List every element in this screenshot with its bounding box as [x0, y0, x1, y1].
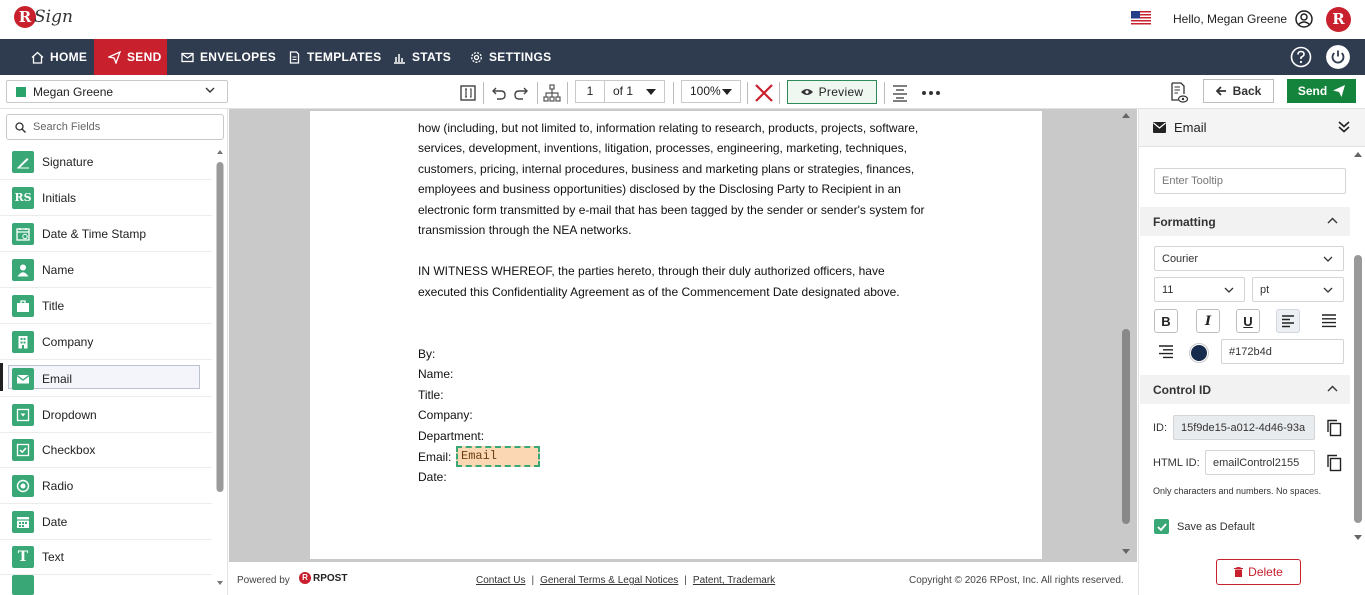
html-id-value: emailControl2155: [1213, 456, 1300, 469]
paper-plane-icon: [1333, 85, 1345, 97]
patent-link[interactable]: Patent, Trademark: [692, 575, 776, 586]
toolbar-divider: [673, 82, 674, 104]
italic-button[interactable]: [1196, 309, 1220, 333]
document-scrollbar[interactable]: [1118, 109, 1134, 559]
properties-header: [1139, 109, 1365, 147]
align-right-icon: [1158, 345, 1174, 359]
label-icon: [12, 575, 34, 595]
doc-line: Email:: [418, 450, 452, 464]
nav-send-label: SEND: [127, 50, 162, 64]
field-label: Email: [42, 371, 73, 386]
nav-envelopes[interactable]: [181, 39, 276, 75]
font-value: Courier: [1162, 252, 1199, 265]
back-label: Back: [1232, 84, 1262, 98]
user-greeting: Hello, Megan Greene: [1173, 12, 1288, 26]
field-initials[interactable]: [0, 180, 212, 216]
brand-avatar[interactable]: R: [1326, 7, 1351, 32]
control-id-section-header[interactable]: [1140, 375, 1350, 404]
doc-line: By:: [418, 347, 436, 361]
doc-line: employees and business opportunities) disclosed by the Disclosing Party to Recipient in an: [418, 182, 901, 196]
initials-icon: [12, 187, 34, 209]
field-email[interactable]: [0, 361, 212, 397]
contact-us-link[interactable]: Contact Us: [476, 575, 526, 586]
field-text[interactable]: [0, 539, 212, 575]
text-glyph: T: [17, 548, 29, 565]
doc-line: Date:: [418, 470, 447, 484]
envelope-icon: [181, 51, 194, 64]
font-size-select[interactable]: [1154, 277, 1245, 302]
copy-icon[interactable]: [1326, 419, 1342, 437]
field-label: Company: [42, 334, 94, 349]
toolbar-divider: [483, 82, 484, 104]
chevron-down-icon: [1323, 287, 1333, 293]
user-account-icon[interactable]: [1295, 10, 1313, 28]
eye-icon: [801, 88, 813, 96]
save-as-default-checkbox[interactable]: [1154, 519, 1255, 534]
help-icon[interactable]: [1290, 46, 1312, 68]
clear-fields-icon[interactable]: [754, 83, 774, 103]
recipient-color-swatch: [16, 87, 26, 97]
tooltip-placeholder: Enter Tooltip: [1162, 175, 1223, 187]
stats-icon: [393, 51, 406, 64]
nav-envelopes-label: ENVELOPES: [200, 50, 277, 64]
formatting-heading: Formatting: [1153, 214, 1216, 229]
properties-panel: [1138, 109, 1365, 595]
align-left-icon: [1281, 315, 1295, 328]
rsign-logo[interactable]: [14, 4, 74, 36]
underline-glyph: U: [1243, 313, 1253, 329]
fields-scrollbar[interactable]: [216, 150, 224, 595]
align-right-button[interactable]: [1154, 340, 1178, 364]
font-unit-select[interactable]: [1252, 277, 1344, 302]
field-name[interactable]: [0, 252, 212, 288]
font-select[interactable]: [1154, 246, 1344, 271]
properties-title: Email: [1174, 120, 1207, 135]
doc-line: IN WITNESS WHEREOF, the parties hereto, through their duly authorized officers, have: [418, 264, 885, 278]
html-id-label: HTML ID:: [1153, 457, 1200, 469]
field-label: Checkbox: [42, 442, 96, 457]
us-flag-icon[interactable]: [1131, 11, 1151, 26]
underline-button[interactable]: [1236, 309, 1260, 333]
main-nav: [0, 39, 1365, 75]
preview-button[interactable]: [787, 80, 877, 104]
chevron-down-icon: [1323, 256, 1333, 262]
field-label: Initials: [42, 190, 77, 205]
formatting-section-header[interactable]: [1140, 207, 1350, 236]
html-id-hint: Only characters and numbers. No spaces.: [1153, 486, 1322, 496]
fields-panel: [0, 109, 228, 595]
delete-label: Delete: [1248, 565, 1283, 579]
recipient-name: Megan Greene: [33, 84, 114, 99]
toolbar-divider: [779, 82, 780, 104]
field-label: Name: [42, 262, 75, 277]
double-chevron-down-icon[interactable]: [1338, 121, 1350, 133]
back-button[interactable]: [1203, 79, 1274, 103]
font-size-value: 11: [1162, 283, 1174, 296]
home-icon: [31, 51, 44, 64]
footer-separator: |: [684, 575, 687, 586]
search-fields-input[interactable]: [6, 114, 224, 140]
logo-mark: R: [14, 6, 36, 28]
doc-line: Department:: [418, 429, 485, 443]
initials-glyph: RS: [14, 191, 32, 204]
justify-icon: [1321, 314, 1337, 328]
top-bar: [0, 0, 1365, 39]
search-icon: [15, 122, 26, 133]
signature-icon: [12, 151, 34, 173]
properties-scrollbar[interactable]: [1352, 147, 1364, 549]
calendar-icon: [12, 511, 34, 533]
toolbar-divider: [537, 82, 538, 104]
building-icon: [12, 331, 34, 353]
doc-line: services, development, inventions, litigation, processes, engineering, marketing, techniques,: [418, 141, 907, 155]
doc-line: electronic form transmitted by e-mail that has been tagged by the sender or sender's system for: [418, 203, 925, 217]
doc-line: Name:: [418, 367, 454, 381]
recipient-select[interactable]: [6, 80, 228, 103]
doc-line: Company:: [418, 408, 473, 422]
doc-line: executed this Confidentiality Agreement as of the Commencement Date designated above.: [418, 285, 900, 299]
date-time-icon: [12, 223, 34, 245]
nav-home[interactable]: [31, 39, 87, 75]
chevron-up-icon: [1327, 385, 1338, 392]
arrow-left-icon: [1216, 86, 1227, 96]
rpost-logo: [299, 572, 347, 584]
save-as-default-label: Save as Default: [1177, 520, 1255, 533]
mail-icon: [1153, 122, 1166, 133]
align-left-button[interactable]: [1276, 309, 1300, 333]
field-label: Title: [42, 298, 65, 313]
send-button[interactable]: [1287, 79, 1356, 103]
field-label: Date: [42, 514, 68, 529]
send-label: Send: [1297, 84, 1328, 98]
fit-page-icon[interactable]: [459, 84, 477, 102]
page-number-input[interactable]: 1: [575, 80, 605, 103]
caret-down-icon: [646, 89, 656, 95]
field-label: Radio: [42, 478, 74, 493]
justify-button[interactable]: [1317, 309, 1341, 333]
search-placeholder: Search Fields: [33, 121, 101, 133]
control-id-heading: Control ID: [1153, 382, 1211, 397]
toolbar-divider: [884, 82, 885, 104]
text-icon: [12, 546, 34, 568]
page-of-label: of 1: [613, 84, 634, 98]
redo-icon[interactable]: [513, 84, 531, 102]
hierarchy-icon[interactable]: [543, 84, 561, 102]
rpost-logo-mark: R: [299, 572, 311, 584]
footer-links: [476, 575, 775, 586]
zoom-select[interactable]: [681, 80, 741, 103]
html-id-input[interactable]: [1205, 450, 1315, 475]
radio-icon: [12, 475, 34, 497]
bold-glyph: B: [1161, 313, 1171, 329]
gear-icon: [470, 51, 483, 64]
nav-settings-label: SETTINGS: [489, 50, 552, 64]
control-id-field: [1173, 415, 1315, 440]
field-label: Dropdown: [42, 407, 97, 422]
caret-down-icon: [722, 89, 732, 95]
delete-button[interactable]: [1216, 559, 1301, 585]
preview-label: Preview: [818, 85, 864, 99]
field-label: Signature: [42, 154, 94, 169]
chevron-down-icon: [205, 87, 215, 94]
person-icon: [12, 259, 34, 281]
field-label: Date & Time Stamp: [42, 226, 147, 241]
bold-button[interactable]: [1154, 309, 1178, 333]
toolbar-divider: [747, 82, 748, 104]
italic-glyph: I: [1204, 313, 1212, 329]
align-icon[interactable]: [891, 84, 909, 102]
field-label: Text: [42, 549, 65, 564]
nav-templates[interactable]: [288, 39, 381, 75]
trash-icon: [1234, 567, 1243, 577]
nav-send[interactable]: [94, 39, 167, 75]
rpost-brand: RPOST: [313, 572, 348, 584]
toolbar-divider: [567, 82, 568, 104]
field-title[interactable]: [0, 288, 212, 324]
color-hex-value: #172b4d: [1229, 345, 1272, 358]
copy-icon[interactable]: [1326, 454, 1342, 472]
nav-settings[interactable]: [470, 39, 551, 75]
nav-templates-label: TEMPLATES: [307, 50, 382, 64]
nav-stats[interactable]: [393, 39, 451, 75]
document-canvas: [229, 109, 1137, 562]
mail-icon: [12, 368, 34, 390]
field-company[interactable]: [0, 324, 212, 360]
color-hex-input[interactable]: [1221, 339, 1344, 364]
dropdown-icon: [12, 404, 34, 426]
template-icon: [288, 51, 301, 64]
color-swatch[interactable]: [1189, 343, 1209, 363]
more-options-icon[interactable]: [921, 84, 941, 102]
id-label: ID:: [1153, 422, 1168, 434]
powered-by-text: Powered by: [237, 575, 290, 586]
checkbox-icon: [12, 439, 34, 461]
checkbox-checked-icon: [1154, 519, 1169, 534]
field-date-time-stamp[interactable]: [0, 216, 212, 252]
nav-stats-label: STATS: [412, 50, 452, 64]
field-radio[interactable]: [0, 468, 212, 504]
field-date[interactable]: [0, 504, 212, 540]
doc-line: how (including, but not limited to, information relating to research, products, projects, software,: [418, 121, 919, 135]
terms-link[interactable]: General Terms & Legal Notices: [540, 575, 679, 586]
footer-separator: |: [531, 575, 535, 586]
field-checkbox[interactable]: [0, 432, 212, 468]
briefcase-icon: [12, 295, 34, 317]
document-page: [310, 111, 1042, 559]
chevron-down-icon: [1224, 287, 1234, 293]
power-icon[interactable]: [1326, 45, 1350, 69]
chevron-up-icon: [1327, 217, 1338, 224]
active-marker: [0, 363, 3, 391]
page-footer: [229, 562, 1137, 595]
doc-line: Title:: [418, 388, 444, 402]
document-preview-icon[interactable]: [1170, 82, 1188, 104]
undo-icon[interactable]: [489, 84, 507, 102]
logo-text: Sign: [34, 7, 73, 27]
send-icon: [108, 51, 121, 64]
doc-line: customers, pricing, internal procedures, business and marketing plans or strategies, finances,: [418, 162, 915, 176]
placed-email-field[interactable]: Email: [456, 446, 540, 467]
editor-toolbar: [0, 75, 1365, 109]
zoom-value: 100%: [690, 84, 721, 98]
font-unit-value: pt: [1260, 283, 1270, 296]
field-signature[interactable]: [0, 144, 212, 180]
doc-line: transmission through the NEA networks.: [418, 223, 632, 237]
field-dropdown[interactable]: [0, 397, 212, 433]
control-id-value: 15f9de15-a012-4d46-93a: [1181, 421, 1306, 434]
page-select[interactable]: [605, 80, 665, 103]
tooltip-input[interactable]: [1154, 168, 1346, 194]
field-label-partial[interactable]: [0, 575, 212, 595]
active-field-highlight: [8, 365, 200, 389]
copyright-text: Copyright © 2026 RPost, Inc. All rights reserved.: [909, 575, 1124, 586]
nav-home-label: HOME: [50, 50, 88, 64]
